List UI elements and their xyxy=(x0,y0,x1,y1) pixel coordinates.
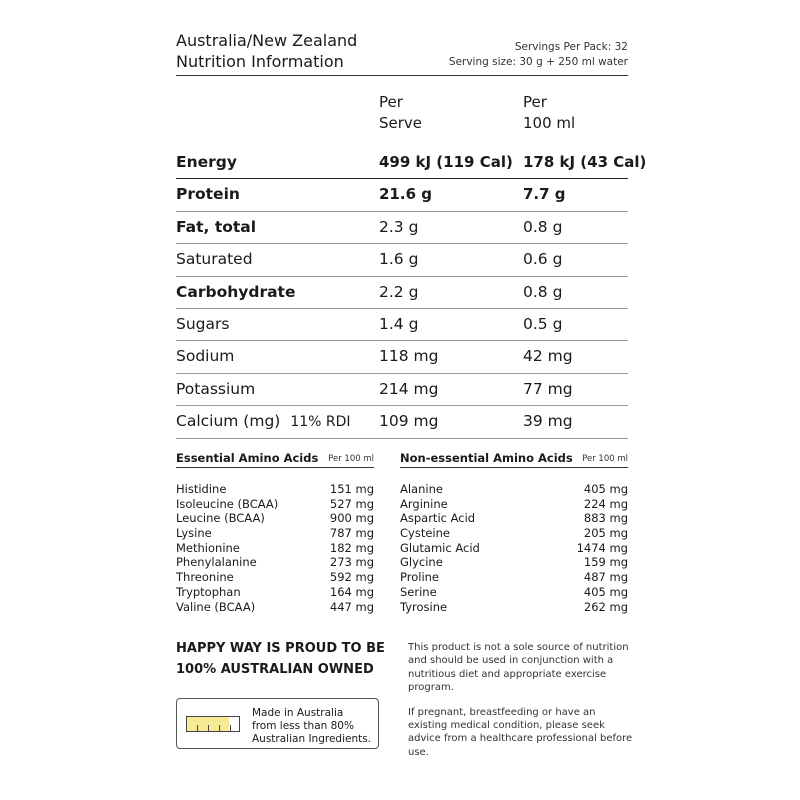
serving-size: Serving size: 30 g + 250 ml water xyxy=(448,56,628,68)
list-item: Arginine 224 mg xyxy=(400,496,628,511)
australian-owned-statement: HAPPY WAY IS PROUD TO BE 100% AUSTRALIAN OWNED xyxy=(176,641,385,677)
servings-per-pack: Servings Per Pack: 32 xyxy=(514,41,628,53)
nutrition-header xyxy=(176,30,628,76)
list-item: Alanine 405 mg xyxy=(400,482,628,496)
list-item: Leucine (BCAA) 900 mg xyxy=(176,511,374,526)
nutrition-row-carbohydrate: Carbohydrate 2.2 g 0.8 g xyxy=(176,277,628,309)
list-item: Serine 405 mg xyxy=(400,584,628,599)
essential-amino-list xyxy=(176,482,374,614)
nutrition-row-calcium: Calcium (mg) 11% RDI 109 mg 39 mg xyxy=(176,406,628,438)
nutrition-row-energy: Energy 499 kJ (119 Cal) 178 kJ (43 Cal) xyxy=(176,147,628,179)
nutrition-row-potassium: Potassium 214 mg 77 mg xyxy=(176,374,628,406)
nonessential-amino-list xyxy=(400,482,628,614)
nutrition-row-saturated: Saturated 1.6 g 0.6 g xyxy=(176,244,628,276)
australian-ingredients-bar xyxy=(186,716,240,732)
list-item: Cysteine 205 mg xyxy=(400,526,628,541)
list-item: Aspartic Acid 883 mg xyxy=(400,511,628,526)
disclaimer-paragraph-2: If pregnant, breastfeeding or have an existing medical condition, please seek advice from a healthcare professional before use. xyxy=(408,706,633,758)
made-in-australia-badge xyxy=(176,698,379,749)
nonessential-amino-header xyxy=(400,451,628,468)
title-line-2: Nutrition Information xyxy=(176,52,344,71)
disclaimer xyxy=(408,641,633,759)
list-item: Threonine 592 mg xyxy=(176,570,374,585)
essential-amino-header xyxy=(176,451,374,468)
essential-amino-title: Essential Amino Acids xyxy=(176,451,319,465)
essential-amino-acids xyxy=(176,451,374,614)
list-item: Glutamic Acid 1474 mg xyxy=(400,540,628,555)
list-item: Proline 487 mg xyxy=(400,570,628,585)
column-header-per-serve: Per Serve xyxy=(379,93,423,132)
nonessential-amino-title: Non-essential Amino Acids xyxy=(400,451,573,465)
list-item: Histidine 151 mg xyxy=(176,482,374,496)
list-item: Tyrosine 262 mg xyxy=(400,599,628,614)
disclaimer-paragraph-1: This product is not a sole source of nutrition and should be used in conjunction with a nutritious diet and appropriate exercise program. xyxy=(408,642,629,694)
essential-amino-per: Per 100 ml xyxy=(328,454,374,464)
column-header-per-100ml: Per 100 ml xyxy=(523,93,576,132)
nonessential-amino-per: Per 100 ml xyxy=(582,454,628,464)
list-item: Valine (BCAA) 447 mg xyxy=(176,599,374,614)
list-item: Phenylalanine 273 mg xyxy=(176,555,374,570)
serving-info xyxy=(449,40,628,70)
list-item: Tryptophan 164 mg xyxy=(176,584,374,599)
nutrition-table xyxy=(176,147,647,439)
title-line-1: Australia/New Zealand xyxy=(176,31,358,50)
nutrition-row-sugars: Sugars 1.4 g 0.5 g xyxy=(176,309,628,341)
nutrition-row-fat-total: Fat, total 2.3 g 0.8 g xyxy=(176,212,628,244)
nonessential-amino-acids xyxy=(400,451,628,614)
calcium-rdi: 11% RDI xyxy=(290,414,351,431)
badge-text: Made in Australia from less than 80% Australian Ingredients. xyxy=(252,707,372,745)
calcium-label: Calcium (mg) xyxy=(176,412,281,431)
list-item: Methionine 182 mg xyxy=(176,540,374,555)
nutrition-row-protein: Protein 21.6 g 7.7 g xyxy=(176,179,628,211)
list-item: Lysine 787 mg xyxy=(176,526,374,541)
nutrition-row-sodium: Sodium 118 mg 42 mg xyxy=(176,341,628,373)
list-item: Glycine 159 mg xyxy=(400,555,628,570)
list-item: Isoleucine (BCAA) 527 mg xyxy=(176,496,374,511)
